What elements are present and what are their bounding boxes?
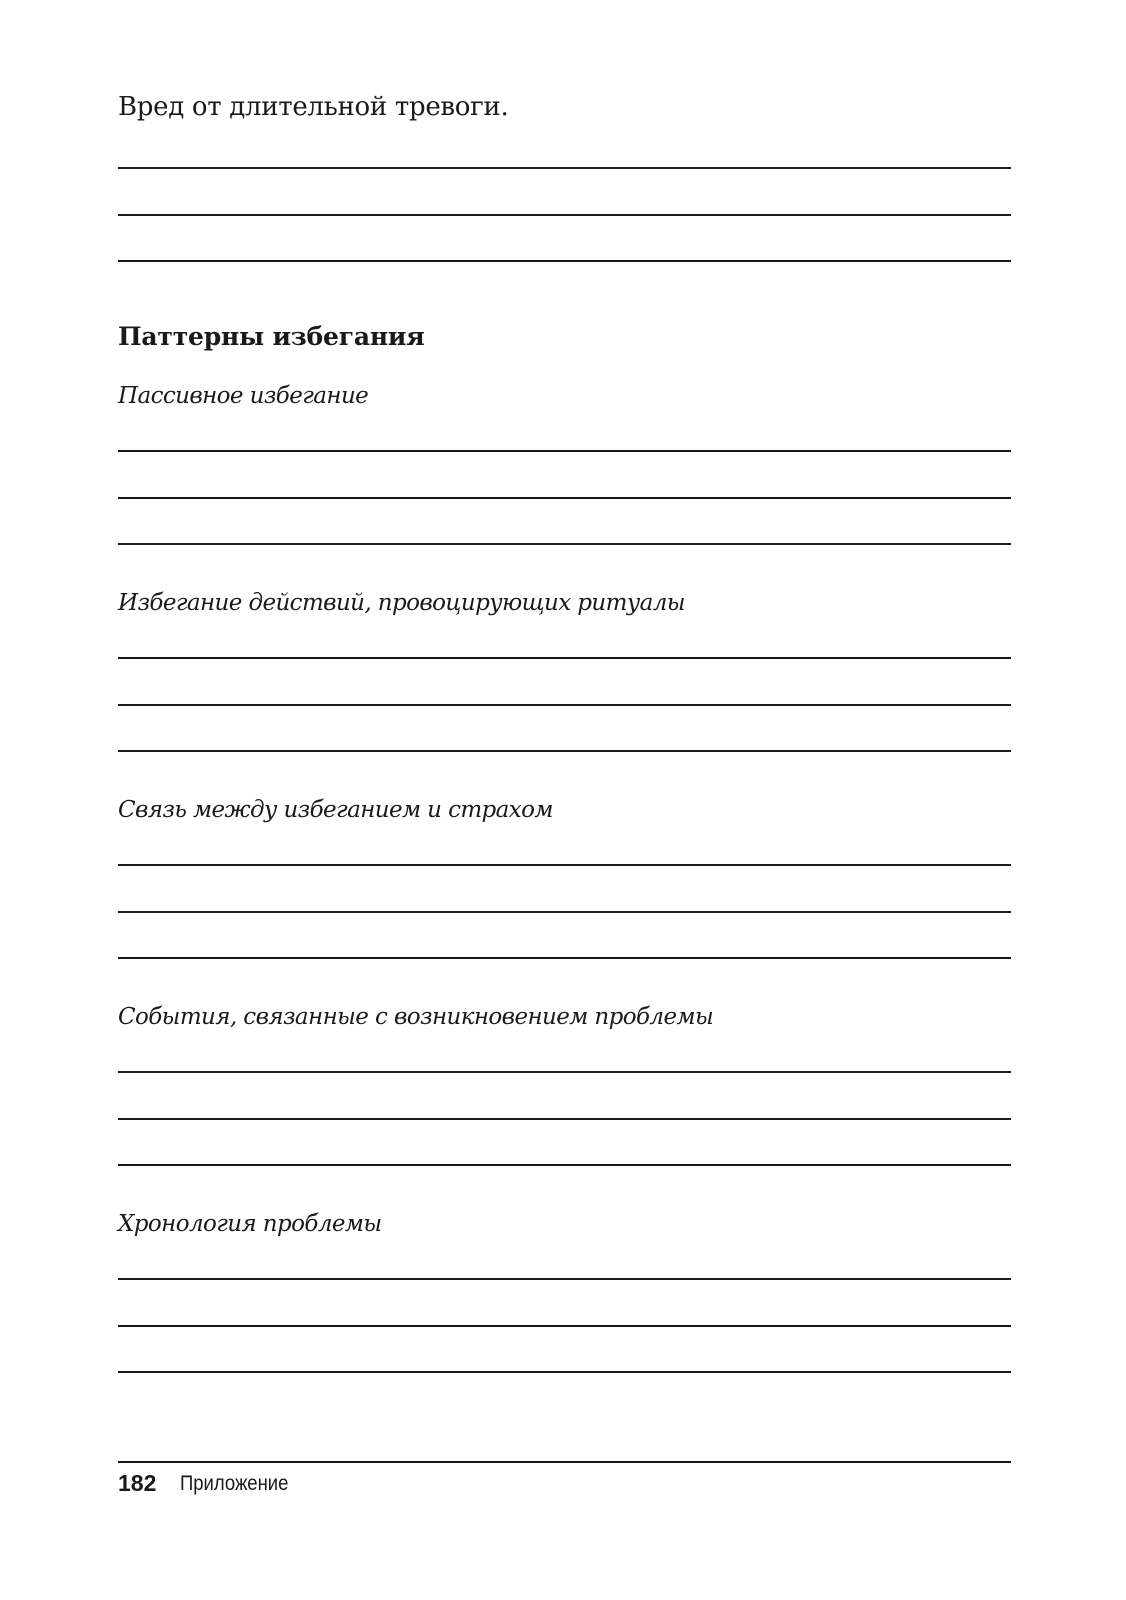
answer-line[interactable] (118, 704, 1011, 706)
answer-line[interactable] (118, 1325, 1011, 1327)
prompt-chronology: Хронология проблемы (118, 1211, 382, 1237)
answer-line[interactable] (118, 864, 1011, 866)
answer-line[interactable] (118, 497, 1011, 499)
prompt-onset-events: События, связанные с возникновением проблемы (118, 1004, 714, 1030)
answer-line[interactable] (118, 543, 1011, 545)
answer-line[interactable] (118, 1371, 1011, 1373)
answer-line[interactable] (118, 657, 1011, 659)
answer-line[interactable] (118, 1071, 1011, 1073)
running-title: Приложение (180, 1472, 289, 1495)
answer-line[interactable] (118, 214, 1011, 216)
answer-line[interactable] (118, 1278, 1011, 1280)
answer-line[interactable] (118, 750, 1011, 752)
prompt-passive-avoidance: Пассивное избегание (118, 383, 369, 409)
answer-line[interactable] (118, 450, 1011, 452)
answer-line[interactable] (118, 1164, 1011, 1166)
answer-line[interactable] (118, 1118, 1011, 1120)
answer-line[interactable] (118, 260, 1011, 262)
prompt-avoidance-fear-link: Связь между избеганием и страхом (118, 797, 553, 823)
answer-line[interactable] (118, 167, 1011, 169)
page-number: 182 (118, 1470, 157, 1496)
intro-prompt: Вред от длительной тревоги. (118, 92, 509, 122)
footer-rule (118, 1461, 1011, 1463)
prompt-ritual-avoidance: Избегание действий, провоцирующих ритуалы (118, 590, 685, 616)
answer-line[interactable] (118, 957, 1011, 959)
section-heading: Паттерны избегания (118, 322, 425, 351)
answer-line[interactable] (118, 911, 1011, 913)
